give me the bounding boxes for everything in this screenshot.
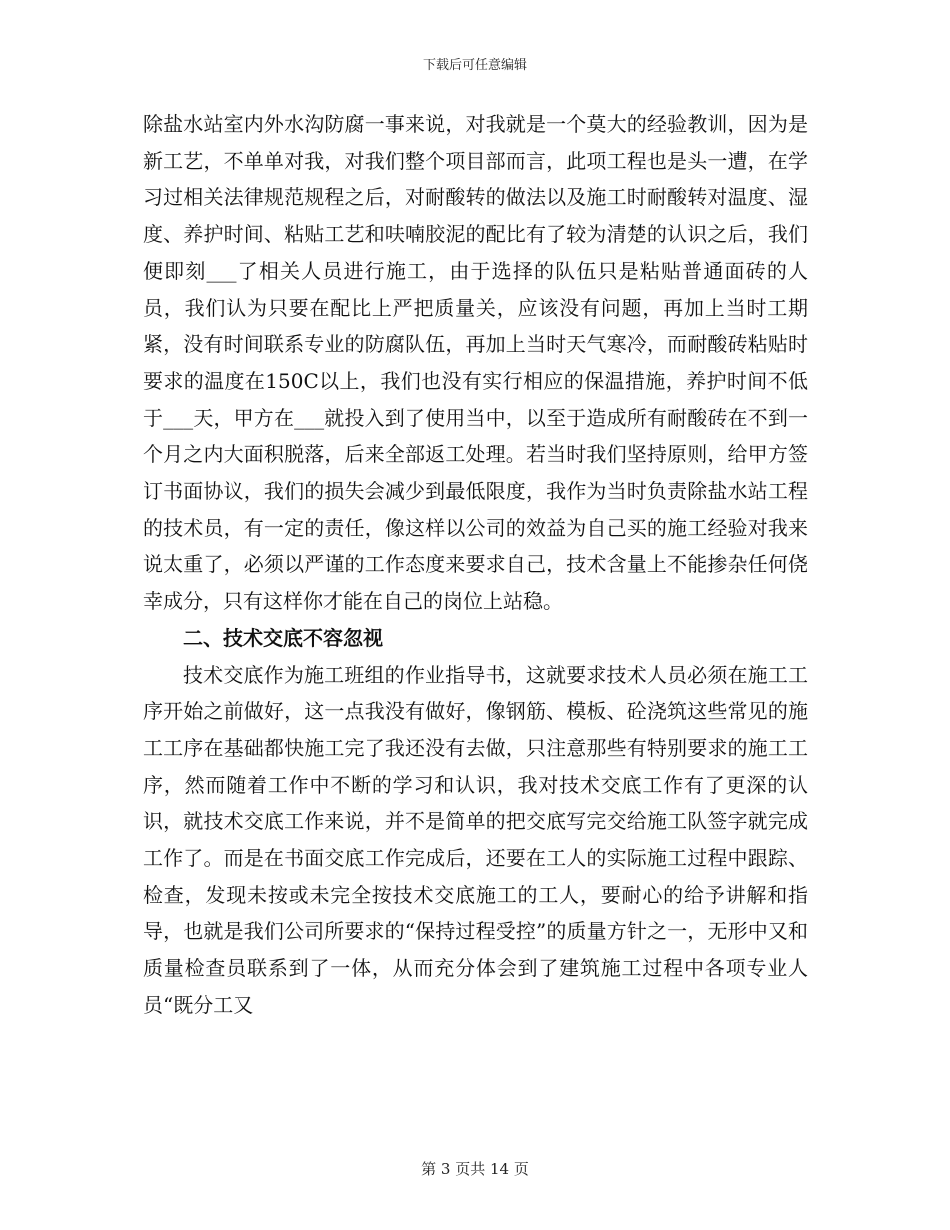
body-paragraph: 技术交底作为施工班组的作业指导书，这就要求技术人员必须在施工工序开始之前做好，这一点我没有做好，像钢筋、模板、砼浇筑这些常见的施工工序在基础都快施工完了我还没有去做，只注意那些有特别要求的施工工序，然而随着工作中不断的学习和认识，我对技术交底工作有了更深的认识，就技术交底工作来说，并不是简单的把交底写完交给施工队签字就完成工作了。而是在书面交底工作完成后，还要在工人的实际施工过程中跟踪、检查，发现未按或未完全按技术交底施工的工人，要耐心的给予讲解和指导，也就是我们公司所要求的“保持过程受控”的质量方针之一，无形中又和质量检查员联系到了一体，从而充分体会到了建筑施工过程中各项专业人员“既分工又 bbox=[143, 662, 808, 1017]
section-heading: 二、技术交底不容忽视 bbox=[183, 625, 383, 650]
page-number: 第 3 页共 14 页 bbox=[421, 1160, 529, 1178]
page-header-note: 下载后可任意编辑 bbox=[422, 58, 527, 73]
document-body bbox=[143, 106, 808, 1024]
body-paragraph: 除盐水站室内外水沟防腐一事来说，对我就是一个莫大的经验教训，因为是新工艺，不单单对我，对我们整个项目部而言，此项工程也是头一遭，在学习过相关法律规范规程之后，对耐酸转的做法以及施工时耐酸转对温度、湿度、养护时间、粘贴工艺和呋喃胶泥的配比有了较为清楚的认识之后，我们便即刻___了相关人员进行施工，由于选择的队伍只是粘贴普通面砖的人员，我们认为只要在配比上严把质量关，应该没有问题，再加上当时工期紧，没有时间联系专业的防腐队伍，再加上当时天气寒冷，而耐酸砖粘贴时要求的温度在150C以上，我们也没有实行相应的保温措施，养护时间不低于___天，甲方在___就投入到了使用当中，以至于造成所有耐酸砖在不到一个月之内大面积脱落，后来全部返工处理。若当时我们坚持原则，给甲方签订书面协议，我们的损失会减少到最低限度，我作为当时负责除盐水站工程的技术员，有一定的责任，像这样以公司的效益为自己买的施工经验对我来说太重了，必须以严谨的工作态度来要求自己，技术含量上不能掺杂任何侥幸成分，只有这样你才能在自己的岗位上站稳。 bbox=[143, 112, 808, 614]
